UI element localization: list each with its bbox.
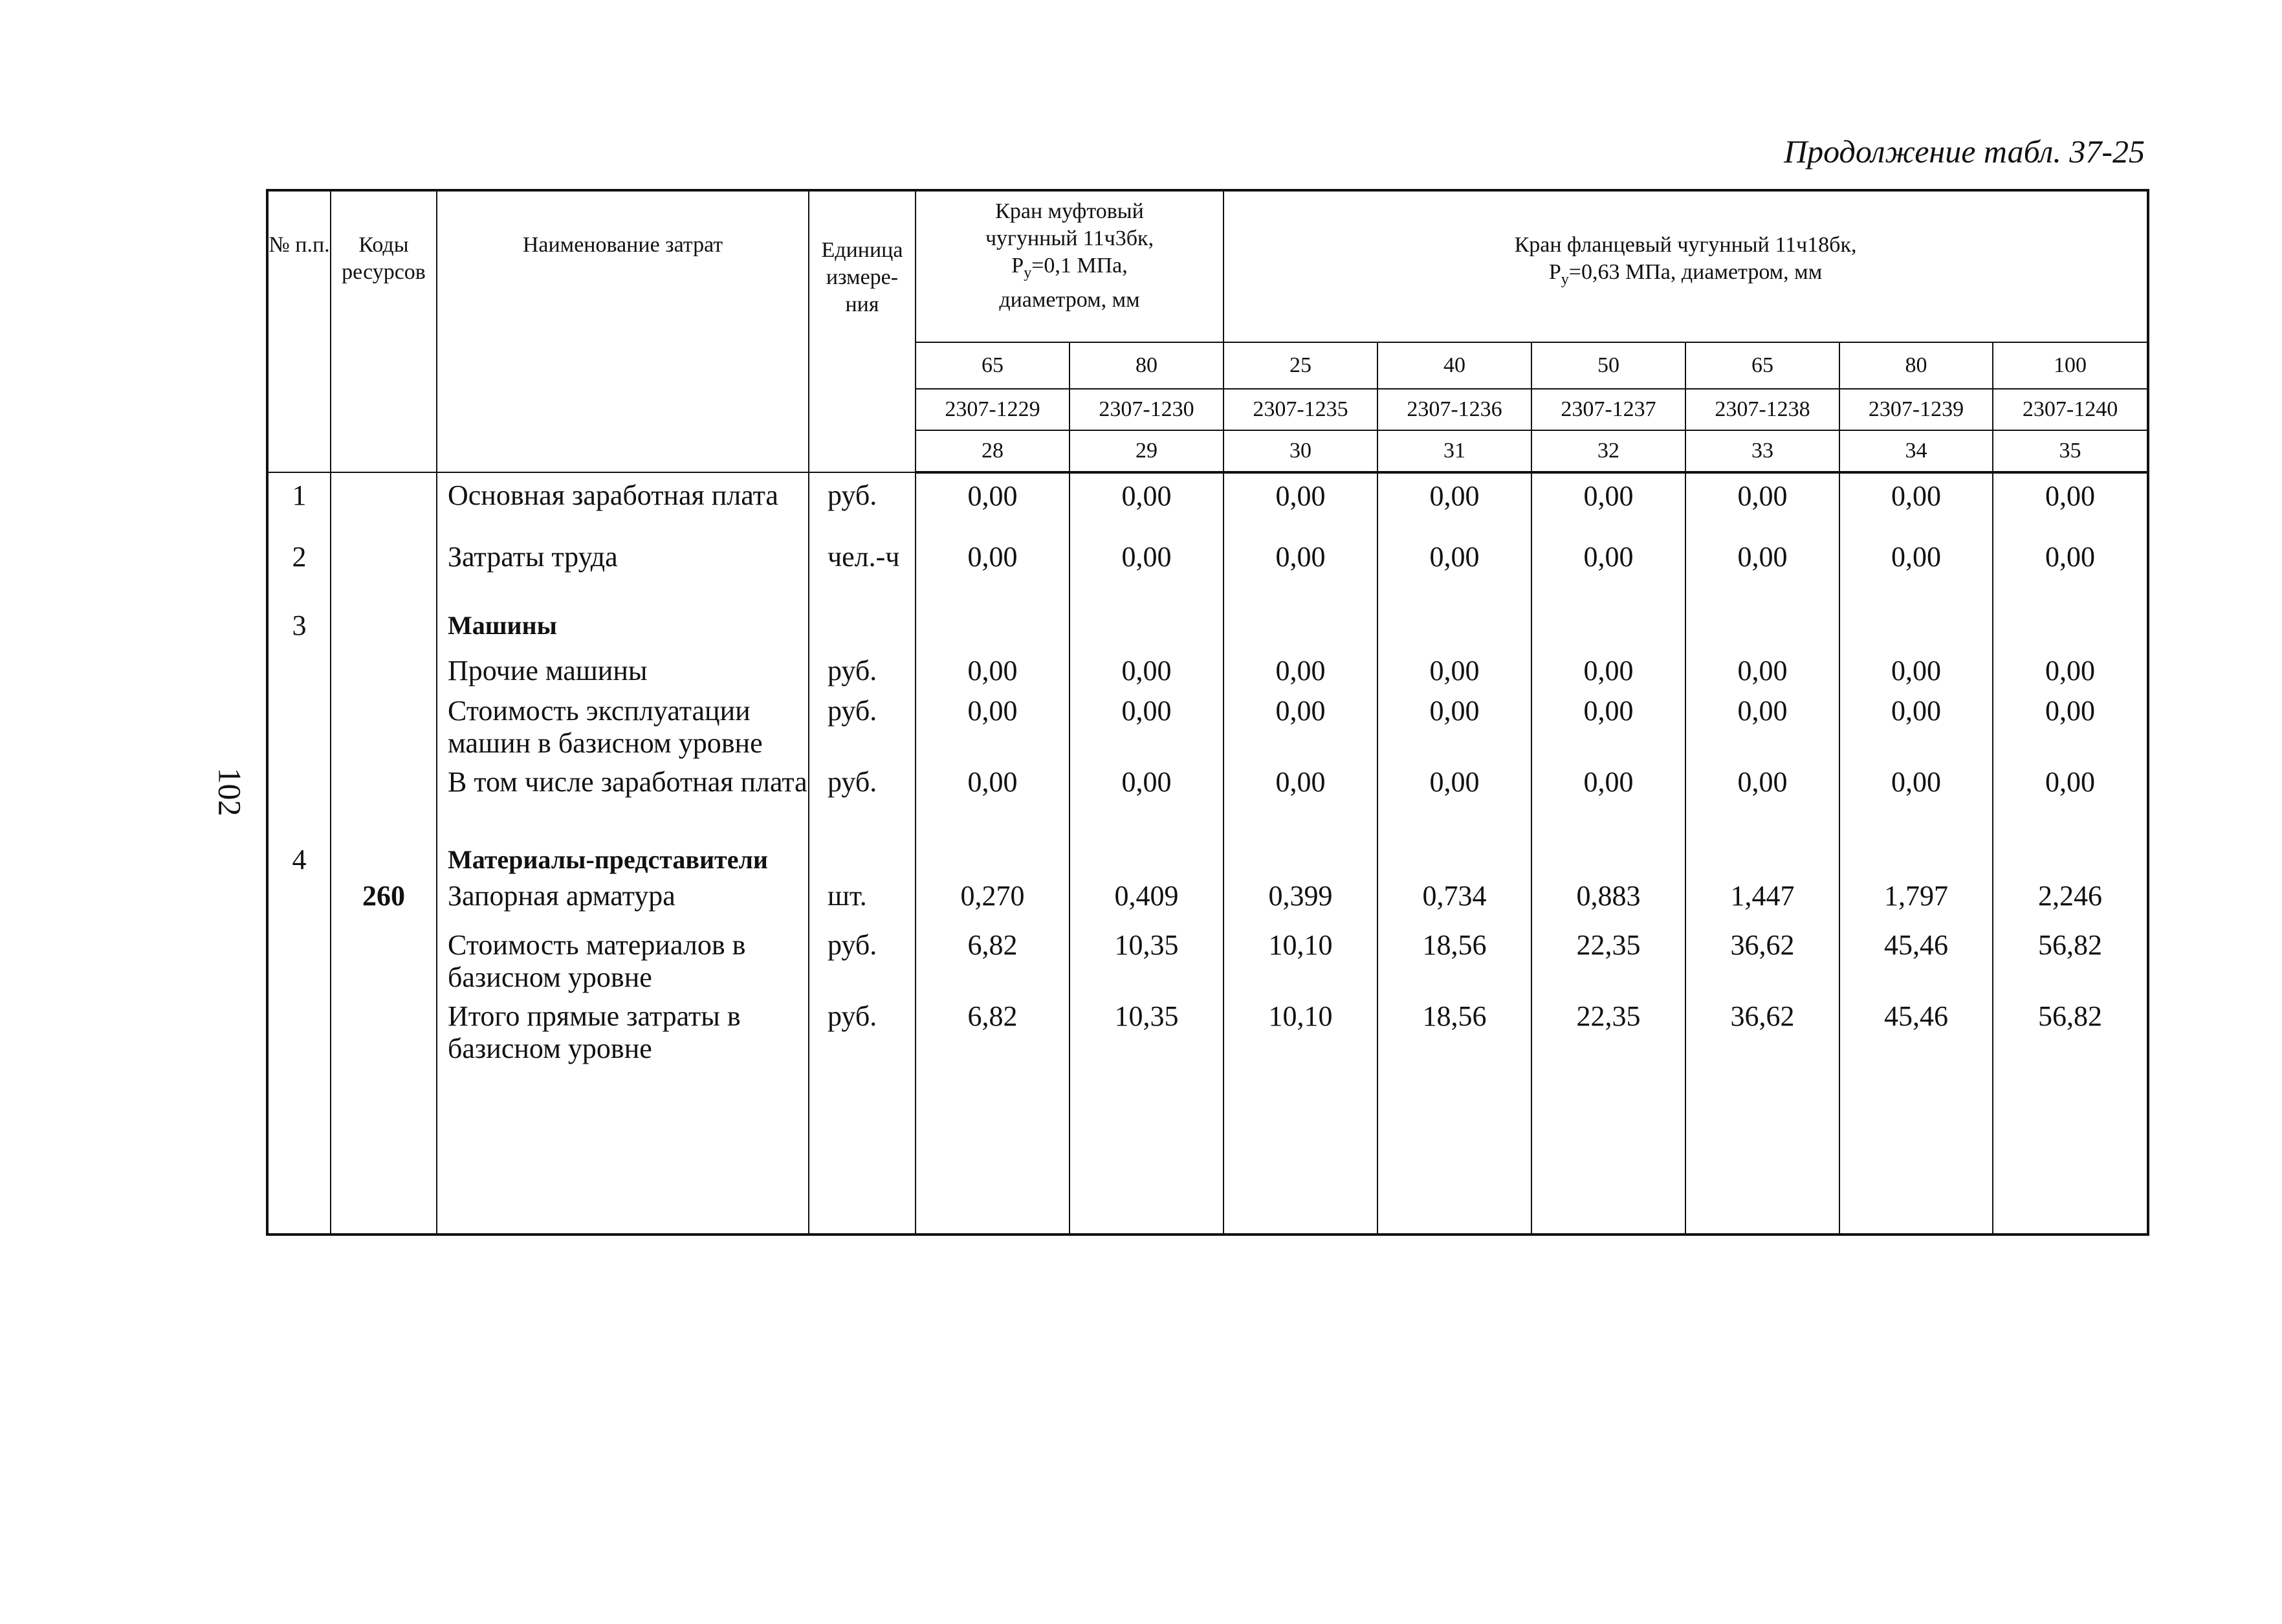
row-value: 0,00 [916,760,1070,824]
row-value [1685,595,1839,642]
row-unit [809,595,916,642]
row-value: 6,82 [916,923,1070,994]
row-value: 0,399 [1223,876,1377,923]
row-number: 1 [267,472,331,537]
row-value: 0,00 [1070,472,1223,537]
row-value: 0,00 [1685,642,1839,688]
table-continuation-caption: Продолжение табл. 37-25 [1784,133,2145,170]
row-number [267,688,331,760]
diameter-cell: 80 [1070,342,1223,389]
diameter-cell: 25 [1223,342,1377,389]
resource-code-cell: 2307-1230 [1070,389,1223,430]
header-unit: Единица измере- ния [809,190,916,472]
row-number: 2 [267,537,331,595]
row-value [1070,595,1223,642]
row-value [1070,824,1223,876]
row-value: 10,10 [1223,994,1377,1065]
row-value: 22,35 [1531,994,1685,1065]
row-value: 0,00 [1070,688,1223,760]
empty-cell [267,1065,331,1234]
row-value: 2,246 [1993,876,2148,923]
row-number [267,994,331,1065]
row-value: 0,00 [1377,537,1531,595]
row-value: 0,00 [916,537,1070,595]
table-row [267,876,2148,923]
row-value: 6,82 [916,994,1070,1065]
header-resource-codes: Коды ресурсов [331,190,437,472]
header-group-flange-valve [1223,190,2148,342]
row-value: 0,00 [1685,688,1839,760]
row-value: 0,00 [1223,642,1377,688]
row-value: 0,00 [1993,642,2148,688]
row-resource-code [331,994,437,1065]
column-number-cell: 34 [1839,430,1993,472]
row-value: 1,447 [1685,876,1839,923]
row-value: 45,46 [1839,994,1993,1065]
row-value: 0,00 [1685,760,1839,824]
row-cost-name: В том числе заработная плата [437,760,809,824]
table-body [267,472,2148,1234]
row-value: 0,00 [1993,472,2148,537]
row-value: 18,56 [1377,923,1531,994]
row-value: 1,797 [1839,876,1993,923]
empty-cell [1993,1065,2148,1234]
resource-code-cell: 2307-1238 [1685,389,1839,430]
row-cost-name: Запорная арматура [437,876,809,923]
row-cost-name: Стоимость эксплуатации машин в базисном уровне [437,688,809,760]
empty-cell [1223,1065,1377,1234]
table-row [267,642,2148,688]
row-value [1993,595,2148,642]
row-unit: руб. [809,688,916,760]
empty-cell [1377,1065,1531,1234]
row-resource-code [331,824,437,876]
empty-cell [331,1065,437,1234]
resource-code-cell: 2307-1236 [1377,389,1531,430]
column-number-cell: 30 [1223,430,1377,472]
row-value: 0,00 [1531,472,1685,537]
row-unit: чел.-ч [809,537,916,595]
row-unit: шт. [809,876,916,923]
group1-line2: чугунный 11ч3бк, [985,226,1154,250]
row-value [916,595,1070,642]
row-value: 22,35 [1531,923,1685,994]
header-group-coupling-valve [916,190,1223,342]
row-resource-code [331,688,437,760]
row-value [916,824,1070,876]
row-value: 0,00 [1223,472,1377,537]
row-number: 4 [267,824,331,876]
row-value [1839,824,1993,876]
row-value: 18,56 [1377,994,1531,1065]
empty-cell [1839,1065,1993,1234]
resource-code-cell: 2307-1229 [916,389,1070,430]
row-value: 0,00 [1839,472,1993,537]
diameter-cell: 100 [1993,342,2148,389]
row-number [267,760,331,824]
row-value: 0,00 [1070,642,1223,688]
cost-table [266,189,2149,1236]
row-cost-name: Затраты труда [437,537,809,595]
row-cost-name: Итого прямые затраты в базисном уровне [437,994,809,1065]
row-value: 0,00 [1531,642,1685,688]
row-value: 0,00 [1531,760,1685,824]
row-value: 0,00 [1223,537,1377,595]
row-value: 0,409 [1070,876,1223,923]
column-number-cell: 32 [1531,430,1685,472]
row-value: 0,270 [916,876,1070,923]
row-value: 0,00 [1377,688,1531,760]
group1-line4: диаметром, мм [999,287,1140,312]
row-value: 0,00 [1223,760,1377,824]
row-number [267,923,331,994]
row-resource-code [331,595,437,642]
resource-code-cell: 2307-1237 [1531,389,1685,430]
row-unit: руб. [809,994,916,1065]
row-value [1685,824,1839,876]
row-number [267,642,331,688]
row-resource-code [331,760,437,824]
row-value: 0,00 [1377,472,1531,537]
row-value: 10,10 [1223,923,1377,994]
row-unit: руб. [809,760,916,824]
row-value: 0,00 [916,688,1070,760]
diameter-cell: 65 [916,342,1070,389]
row-value [1223,824,1377,876]
row-value: 0,00 [1531,688,1685,760]
row-value: 0,00 [1685,537,1839,595]
row-value [1377,824,1531,876]
row-resource-code: 260 [331,876,437,923]
header-cost-name: Наименование затрат [437,190,809,472]
row-value: 0,00 [1377,642,1531,688]
group2-line2: $P_y=0,63$ МПа, диаметром, мм [1548,260,1823,288]
resource-code-cell: 2307-1240 [1993,389,2148,430]
row-value: 36,62 [1685,923,1839,994]
row-unit: руб. [809,642,916,688]
row-value: 0,00 [1531,537,1685,595]
resource-code-cell: 2307-1239 [1839,389,1993,430]
row-value: 0,00 [1839,688,1993,760]
row-value: 0,00 [1993,760,2148,824]
row-value: 56,82 [1993,994,2148,1065]
diameter-cell: 65 [1685,342,1839,389]
row-value [1377,595,1531,642]
row-value: 0,734 [1377,876,1531,923]
empty-cell [916,1065,1070,1234]
column-number-cell: 28 [916,430,1070,472]
page-number: 102 [212,767,248,817]
row-resource-code [331,642,437,688]
column-number-cell: 31 [1377,430,1531,472]
column-number-cell: 33 [1685,430,1839,472]
row-value: 0,00 [1070,760,1223,824]
empty-cell [1070,1065,1223,1234]
row-value [1223,595,1377,642]
empty-cell [1531,1065,1685,1234]
row-value: 0,00 [1839,760,1993,824]
row-value: 0,00 [1070,537,1223,595]
row-value: 0,00 [916,472,1070,537]
row-cost-name: Машины [437,595,809,642]
row-value: 0,00 [916,642,1070,688]
row-cost-name: Материалы-представители [437,824,809,876]
row-value: 0,00 [1685,472,1839,537]
row-cost-name: Основная заработная плата [437,472,809,537]
row-resource-code [331,472,437,537]
row-value: 45,46 [1839,923,1993,994]
row-value: 0,00 [1377,760,1531,824]
row-value: 0,00 [1839,537,1993,595]
row-value [1531,824,1685,876]
table-row [267,923,2148,994]
column-number-cell: 35 [1993,430,2148,472]
diameter-cell: 80 [1839,342,1993,389]
row-number: 3 [267,595,331,642]
row-unit: руб. [809,923,916,994]
table-row [267,688,2148,760]
resource-code-cell: 2307-1235 [1223,389,1377,430]
row-unit [809,824,916,876]
row-cost-name: Стоимость материалов в базисном уровне [437,923,809,994]
group1-line3: $P_y=0,1$ МПа, [1011,254,1128,281]
row-value: 0,00 [1839,642,1993,688]
empty-cell [1685,1065,1839,1234]
row-value: 10,35 [1070,994,1223,1065]
row-number [267,876,331,923]
diameter-cell: 50 [1531,342,1685,389]
row-unit: руб. [809,472,916,537]
diameter-cell: 40 [1377,342,1531,389]
row-value [1993,824,2148,876]
empty-cell [809,1065,916,1234]
table-row [267,537,2148,595]
row-value: 36,62 [1685,994,1839,1065]
row-value [1839,595,1993,642]
row-value [1531,595,1685,642]
row-value: 10,35 [1070,923,1223,994]
header-number: № п.п. [267,190,331,472]
column-number-cell: 29 [1070,430,1223,472]
row-value: 0,00 [1223,688,1377,760]
group1-line1: Кран муфтовый [995,199,1144,223]
row-value: 56,82 [1993,923,2148,994]
empty-cell [437,1065,809,1234]
table-row [267,472,2148,537]
row-value: 0,00 [1993,537,2148,595]
row-resource-code [331,923,437,994]
row-resource-code [331,537,437,595]
table-row [267,824,2148,876]
table-row [267,760,2148,824]
row-cost-name: Прочие машины [437,642,809,688]
group2-line1: Кран фланцевый чугунный 11ч18бк, [1514,233,1857,257]
table-row [267,994,2148,1065]
table-row [267,595,2148,642]
filler-row [267,1065,2148,1234]
row-value: 0,00 [1993,688,2148,760]
row-value: 0,883 [1531,876,1685,923]
